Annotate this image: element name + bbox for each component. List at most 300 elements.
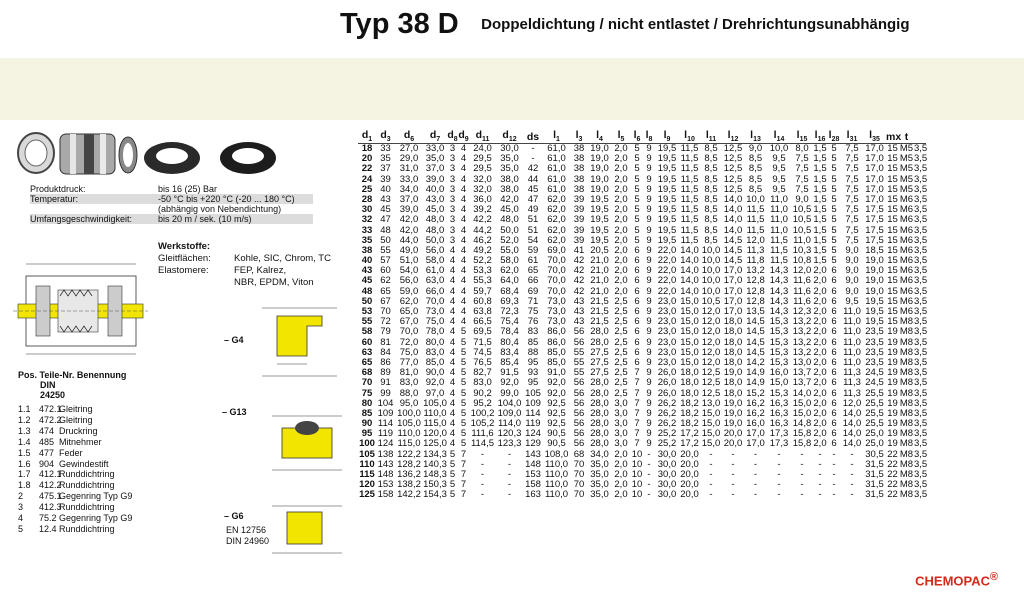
- table-cell: M8: [899, 387, 914, 399]
- table-cell: 5: [634, 234, 640, 246]
- table-cell: 16,3: [769, 407, 789, 419]
- table-cell: 42: [573, 255, 585, 267]
- table-cell: 2,5: [614, 316, 628, 328]
- variant-g6-label: – G6: [224, 511, 244, 521]
- table-cell: 39,2: [473, 204, 492, 216]
- table-cell: 8,5: [704, 143, 718, 154]
- table-cell: 4: [460, 244, 467, 256]
- table-cell: 19: [887, 326, 898, 338]
- table-cell: 6: [831, 367, 837, 379]
- table-cell: 110,0: [423, 407, 447, 419]
- table-cell: 11,3: [843, 387, 861, 399]
- table-cell: M8: [899, 397, 914, 409]
- table-cell: 120,3: [497, 428, 522, 440]
- table-cell: 3,5: [914, 418, 928, 430]
- table-cell: 14,3: [769, 265, 789, 277]
- table-cell: 9,5: [772, 173, 786, 185]
- table-cell: -: [647, 458, 651, 470]
- table-cell: 28,0: [590, 428, 609, 440]
- table-cell: 19,0: [723, 418, 743, 430]
- table-cell: 78,0: [425, 326, 445, 338]
- table-cell: 22,0: [657, 265, 677, 277]
- table-cell: 26,2: [657, 407, 677, 419]
- table-cell: 5: [634, 143, 640, 154]
- table-cell: 9: [646, 326, 652, 338]
- table-cell: 11,6: [793, 295, 811, 307]
- table-cell: 17,5: [865, 214, 884, 226]
- table-cell: 7: [460, 469, 467, 480]
- table-cell: 10,0: [769, 143, 789, 154]
- table-cell: 19: [887, 387, 898, 399]
- table-cell: 4: [460, 295, 467, 307]
- table-cell: 19: [887, 336, 898, 348]
- table-cell: 20,5: [590, 244, 609, 256]
- table-cell: 23,0: [657, 356, 677, 368]
- materials-row: [158, 265, 331, 277]
- table-cell: 51,0: [399, 255, 419, 267]
- table-cell: 19,5: [657, 173, 677, 185]
- table-cell: 14,3: [769, 275, 789, 287]
- table-cell: 62,0: [547, 204, 566, 216]
- spec-value: -50 °C bis +220 °C (-20 ... 180 °C): [158, 194, 295, 204]
- table-cell: 71: [527, 295, 539, 307]
- table-cell: 55: [573, 346, 585, 358]
- table-cell: 65,0: [399, 306, 419, 317]
- table-cell: -: [507, 479, 512, 491]
- table-cell: 44: [527, 173, 539, 185]
- table-cell: 26,0: [657, 367, 677, 379]
- table-header-cell: $l_{16}$: [814, 128, 826, 143]
- table-cell: 22,0: [657, 275, 677, 287]
- table-cell: 1,5: [813, 224, 827, 236]
- table-cell: 9: [646, 183, 652, 195]
- table-cell: 83,0: [473, 377, 492, 389]
- table-cell: 21,5: [590, 295, 609, 307]
- table-cell: 6: [634, 244, 640, 256]
- table-cell: 6: [831, 418, 837, 430]
- table-cell: 5: [634, 163, 640, 175]
- table-cell: 15,3: [769, 387, 789, 399]
- spec-label: Temperatur:: [30, 194, 79, 204]
- table-cell: M8: [899, 479, 914, 491]
- table-cell: 95: [527, 377, 539, 389]
- table-cell: 123,3: [497, 438, 522, 450]
- table-cell: 68: [573, 448, 585, 460]
- table-cell: 11,5: [770, 255, 788, 267]
- table-cell: 12,5: [701, 377, 721, 389]
- table-cell: 6: [634, 336, 640, 348]
- table-cell: 24,5: [865, 367, 884, 379]
- table-cell: 70: [361, 377, 373, 389]
- table-cell: 19,0: [723, 367, 743, 379]
- table-cell: 6: [634, 295, 640, 307]
- table-cell: M8: [899, 418, 914, 430]
- spec-row: [30, 204, 313, 214]
- parts-cell: 75.2: [39, 513, 57, 524]
- table-cell: 7,5: [845, 193, 859, 205]
- table-cell: 114,0: [497, 418, 522, 430]
- table-cell: 18,0: [723, 356, 743, 368]
- table-cell: 11,0: [843, 356, 861, 368]
- table-cell: 11,5: [680, 153, 699, 165]
- table-cell: 8,5: [704, 224, 718, 236]
- table-cell: 50,0: [425, 234, 445, 246]
- table-cell: 29,0: [399, 153, 419, 165]
- table-cell: 19,5: [657, 153, 677, 165]
- table-cell: 42: [527, 163, 539, 175]
- table-cell: 14,0: [723, 193, 743, 205]
- table-cell: 5: [634, 153, 640, 165]
- table-cell: 30,0: [500, 143, 519, 154]
- table-cell: 2,0: [813, 428, 827, 440]
- table-cell: 7,5: [795, 183, 809, 195]
- table-cell: 75,4: [500, 316, 519, 328]
- table-cell: 2,0: [813, 407, 827, 419]
- table-cell: -: [800, 479, 804, 491]
- table-cell: 21,0: [590, 285, 609, 297]
- table-cell: 11,0: [843, 326, 861, 338]
- table-cell: 19,5: [657, 204, 677, 216]
- table-cell: 2,0: [614, 183, 628, 195]
- table-cell: 88,0: [399, 387, 419, 399]
- table-cell: 120,0: [423, 428, 447, 440]
- table-header-cell: $d_{12}$: [502, 128, 517, 143]
- table-cell: 8,0: [795, 143, 809, 154]
- table-cell: 14,0: [680, 275, 699, 287]
- table-cell: 27,5: [590, 367, 609, 379]
- table-cell: 4: [460, 143, 467, 154]
- table-cell: 119: [525, 418, 541, 430]
- table-cell: 10,0: [701, 285, 721, 297]
- table-cell: 55: [361, 316, 373, 328]
- table-cell: 2,0: [614, 204, 628, 216]
- table-cell: 20,0: [680, 469, 699, 480]
- table-cell: 14,5: [746, 336, 765, 348]
- table-cell: 10: [631, 489, 643, 501]
- table-cell: 4: [449, 285, 456, 297]
- table-cell: 15: [887, 173, 898, 185]
- parts-row: [18, 480, 149, 491]
- table-cell: 2,0: [614, 224, 628, 236]
- table-cell: -: [647, 469, 651, 480]
- table-cell: -: [731, 479, 735, 491]
- table-cell: 15,0: [680, 316, 699, 328]
- table-cell: 60: [380, 265, 391, 277]
- table-cell: -: [647, 489, 651, 501]
- table-cell: 19,0: [590, 183, 609, 195]
- table-cell: 11,3: [843, 377, 861, 389]
- variant-g4-label: – G4: [224, 335, 244, 345]
- parts-cell: 1.6: [18, 458, 31, 469]
- table-cell: 15,0: [680, 326, 699, 338]
- table-cell: 2,0: [614, 469, 628, 480]
- table-cell: 42,0: [500, 193, 519, 205]
- table-cell: 92,5: [547, 418, 566, 430]
- table-cell: 93: [527, 367, 539, 379]
- table-cell: 8,5: [748, 173, 763, 185]
- table-cell: 2,0: [614, 244, 628, 256]
- table-cell: 43: [573, 306, 585, 317]
- table-cell: 67,0: [399, 316, 419, 328]
- table-cell: 55: [573, 356, 585, 368]
- table-cell: 4: [449, 326, 456, 338]
- parts-cell: 1.7: [18, 469, 31, 480]
- table-cell: 3,5: [914, 407, 928, 419]
- table-cell: 20,0: [680, 458, 699, 470]
- table-cell: 19,0: [865, 275, 884, 287]
- table-cell: 3,5: [914, 193, 928, 205]
- g4-drawing: [252, 296, 347, 391]
- table-cell: 10,5: [792, 214, 812, 226]
- table-cell: 81,0: [399, 367, 419, 379]
- table-cell: 6: [831, 316, 837, 328]
- spec-value: bis 20 m / sek. (10 m/s): [158, 214, 252, 224]
- table-cell: 3,5: [914, 387, 928, 399]
- table-cell: 66: [527, 275, 539, 287]
- parts-cell: Runddichtring: [59, 480, 115, 491]
- materials-label: Gleitflächen:: [158, 253, 211, 264]
- spec-label: [30, 204, 158, 214]
- table-cell: 70,0: [547, 285, 566, 297]
- table-cell: 30: [361, 204, 373, 216]
- table-cell: 12,5: [723, 143, 743, 154]
- table-cell: 4: [449, 265, 456, 277]
- table-cell: 11,5: [770, 244, 788, 256]
- table-cell: 38,0: [500, 173, 519, 185]
- table-cell: 22,0: [657, 255, 677, 267]
- table-cell: 8,5: [704, 204, 718, 216]
- table-cell: 15: [887, 316, 898, 328]
- table-cell: 85,4: [500, 356, 519, 368]
- table-cell: 85: [361, 407, 373, 419]
- table-cell: 10: [631, 479, 643, 491]
- table-cell: -: [753, 448, 758, 460]
- table-cell: 18,2: [680, 397, 699, 409]
- table-cell: 16,3: [769, 397, 789, 409]
- table-cell: 7: [634, 377, 640, 389]
- table-cell: 32,0: [473, 183, 492, 195]
- table-header-cell: $l_{10}$: [684, 128, 695, 143]
- table-cell: 60: [361, 336, 373, 348]
- table-cell: 6: [831, 387, 837, 399]
- table-cell: 23,0: [657, 306, 677, 317]
- table-cell: -: [731, 448, 735, 460]
- table-cell: 14,0: [842, 407, 862, 419]
- table-cell: 11,5: [680, 214, 699, 226]
- table-cell: 15,8: [792, 438, 812, 450]
- table-cell: 3,0: [614, 428, 628, 440]
- table-cell: 55,0: [500, 244, 519, 256]
- table-cell: 66,5: [473, 316, 492, 328]
- table-cell: 1,5: [813, 153, 827, 165]
- table-cell: 5: [831, 244, 837, 256]
- table-cell: 86,0: [547, 336, 566, 348]
- table-cell: 1,5: [813, 234, 827, 246]
- table-cell: M6: [899, 214, 914, 226]
- table-cell: 58,0: [500, 255, 519, 267]
- table-cell: 30,0: [657, 448, 677, 460]
- table-cell: 39,0: [399, 204, 419, 216]
- table-cell: 43: [573, 295, 585, 307]
- table-cell: 70: [573, 458, 585, 470]
- table-cell: 15,0: [701, 418, 721, 430]
- parts-cell: Gleitring: [59, 414, 93, 425]
- table-cell: 18: [361, 143, 373, 154]
- table-cell: 2,0: [813, 306, 827, 317]
- table-header-cell: $l_{12}$: [727, 128, 739, 143]
- parts-row: [18, 491, 149, 502]
- parts-cell: 475.1: [39, 491, 62, 502]
- table-cell: 9: [646, 143, 652, 154]
- table-cell: 6: [634, 285, 640, 297]
- table-cell: 75: [527, 306, 539, 317]
- table-cell: 19,5: [657, 183, 677, 195]
- table-cell: 108,0: [544, 448, 569, 460]
- table-cell: 2,5: [614, 356, 628, 368]
- table-cell: 6: [831, 306, 837, 317]
- table-cell: 129: [525, 438, 541, 450]
- table-cell: 15: [887, 255, 898, 267]
- table-cell: 15: [887, 275, 898, 287]
- table-cell: -: [818, 489, 822, 501]
- table-cell: 18,2: [680, 407, 699, 419]
- table-cell: 35,0: [590, 458, 609, 470]
- table-cell: 3,5: [914, 295, 928, 307]
- table-cell: 17,0: [865, 163, 884, 175]
- table-cell: 12,0: [701, 336, 721, 348]
- table-cell: 4: [449, 397, 456, 409]
- table-cell: M6: [899, 244, 914, 256]
- table-cell: 10,0: [701, 265, 721, 277]
- table-cell: 6: [831, 407, 837, 419]
- table-cell: 105,0: [397, 418, 421, 430]
- table-cell: 4: [449, 275, 456, 287]
- table-cell: 4: [449, 367, 456, 379]
- table-header-cell: $l_{13}$: [750, 128, 761, 143]
- table-cell: 4: [449, 418, 456, 430]
- table-cell: 11,5: [746, 224, 765, 236]
- table-cell: 56,0: [399, 275, 419, 287]
- table-cell: 3,5: [914, 224, 928, 236]
- table-cell: 62,0: [547, 234, 566, 246]
- table-cell: 84: [380, 346, 391, 358]
- parts-cell: 412.1: [39, 469, 62, 480]
- table-cell: 4: [449, 316, 456, 328]
- table-cell: 90,5: [547, 438, 566, 450]
- table-cell: 26,2: [657, 418, 677, 430]
- table-cell: 77,0: [399, 356, 419, 368]
- table-cell: 19,0: [590, 153, 609, 165]
- table-cell: 109,0: [497, 407, 522, 419]
- table-cell: 99: [380, 387, 391, 399]
- table-header-cell: $l_{31}$: [846, 128, 858, 143]
- table-cell: 5: [460, 367, 467, 379]
- table-cell: 15: [887, 163, 898, 175]
- table-cell: 104: [377, 397, 394, 409]
- table-cell: 18,0: [723, 326, 743, 338]
- table-cell: 45,0: [500, 204, 519, 216]
- table-cell: 2,0: [813, 367, 827, 379]
- table-cell: 142,2: [397, 489, 421, 501]
- spec-value: (abhängig von Nebendichtung): [158, 204, 282, 214]
- table-cell: 28,0: [590, 387, 609, 399]
- table-cell: 15,0: [680, 295, 699, 307]
- table-cell: 14,0: [792, 387, 812, 399]
- table-cell: 11,8: [746, 255, 765, 267]
- table-cell: 48,0: [425, 224, 445, 236]
- table-cell: 22: [361, 163, 373, 175]
- table-cell: 24: [361, 173, 373, 185]
- table-cell: 17,0: [865, 193, 884, 205]
- seal-section-drawing: [8, 256, 153, 368]
- table-cell: 23,0: [657, 295, 677, 307]
- table-cell: 6: [634, 306, 640, 317]
- table-cell: 9,0: [795, 193, 809, 205]
- table-cell: 53,3: [473, 265, 492, 277]
- table-cell: 31,5: [865, 489, 884, 501]
- table-cell: 5: [460, 326, 467, 338]
- table-cell: 2,0: [813, 387, 827, 399]
- table-cell: 18,5: [865, 244, 884, 256]
- table-cell: 1,5: [813, 214, 827, 226]
- table-cell: 14,3: [769, 285, 789, 297]
- table-cell: 12,3: [792, 306, 812, 317]
- table-cell: 20,0: [680, 489, 699, 501]
- table-cell: 32,0: [473, 173, 492, 185]
- table-cell: 14,0: [723, 224, 743, 236]
- table-cell: 30,0: [657, 479, 677, 491]
- table-cell: 61: [527, 255, 539, 267]
- table-cell: 153: [377, 479, 394, 491]
- parts-cell: Feder: [59, 447, 83, 458]
- table-cell: 43: [361, 265, 373, 277]
- table-cell: 16,0: [769, 367, 789, 379]
- table-cell: 18,0: [723, 316, 743, 328]
- table-cell: 110,0: [544, 469, 569, 480]
- table-cell: 5: [460, 438, 467, 450]
- table-cell: M5: [899, 173, 914, 185]
- table-cell: 9: [646, 224, 652, 236]
- table-cell: 61,0: [425, 265, 445, 277]
- table-cell: 19,5: [865, 306, 884, 317]
- table-cell: 76,5: [473, 356, 492, 368]
- table-cell: 17,5: [865, 224, 884, 236]
- table-cell: 59: [527, 244, 539, 256]
- table-cell: 70,0: [547, 275, 566, 287]
- table-cell: 56: [573, 418, 585, 430]
- table-cell: 62,0: [547, 214, 566, 226]
- table-cell: M6: [899, 255, 914, 267]
- table-cell: 11,5: [770, 234, 788, 246]
- table-cell: 128,2: [397, 458, 421, 470]
- table-cell: 82,7: [473, 367, 492, 379]
- table-cell: 4: [449, 336, 456, 348]
- table-cell: 124: [525, 428, 541, 440]
- table-cell: 2,0: [614, 153, 628, 165]
- table-cell: 18,0: [723, 346, 743, 358]
- table-cell: 3,5: [914, 489, 928, 501]
- table-cell: 6: [831, 275, 837, 287]
- table-cell: 56,0: [425, 244, 445, 256]
- table-cell: 4: [460, 224, 467, 236]
- table-cell: 18,2: [680, 418, 699, 430]
- table-header-cell: $l_{15}$: [796, 128, 808, 143]
- table-cell: 22: [887, 479, 898, 491]
- table-cell: 90,2: [473, 387, 492, 399]
- table-cell: 3: [449, 204, 456, 216]
- table-cell: 95: [361, 428, 373, 440]
- table-cell: 15,3: [769, 316, 789, 328]
